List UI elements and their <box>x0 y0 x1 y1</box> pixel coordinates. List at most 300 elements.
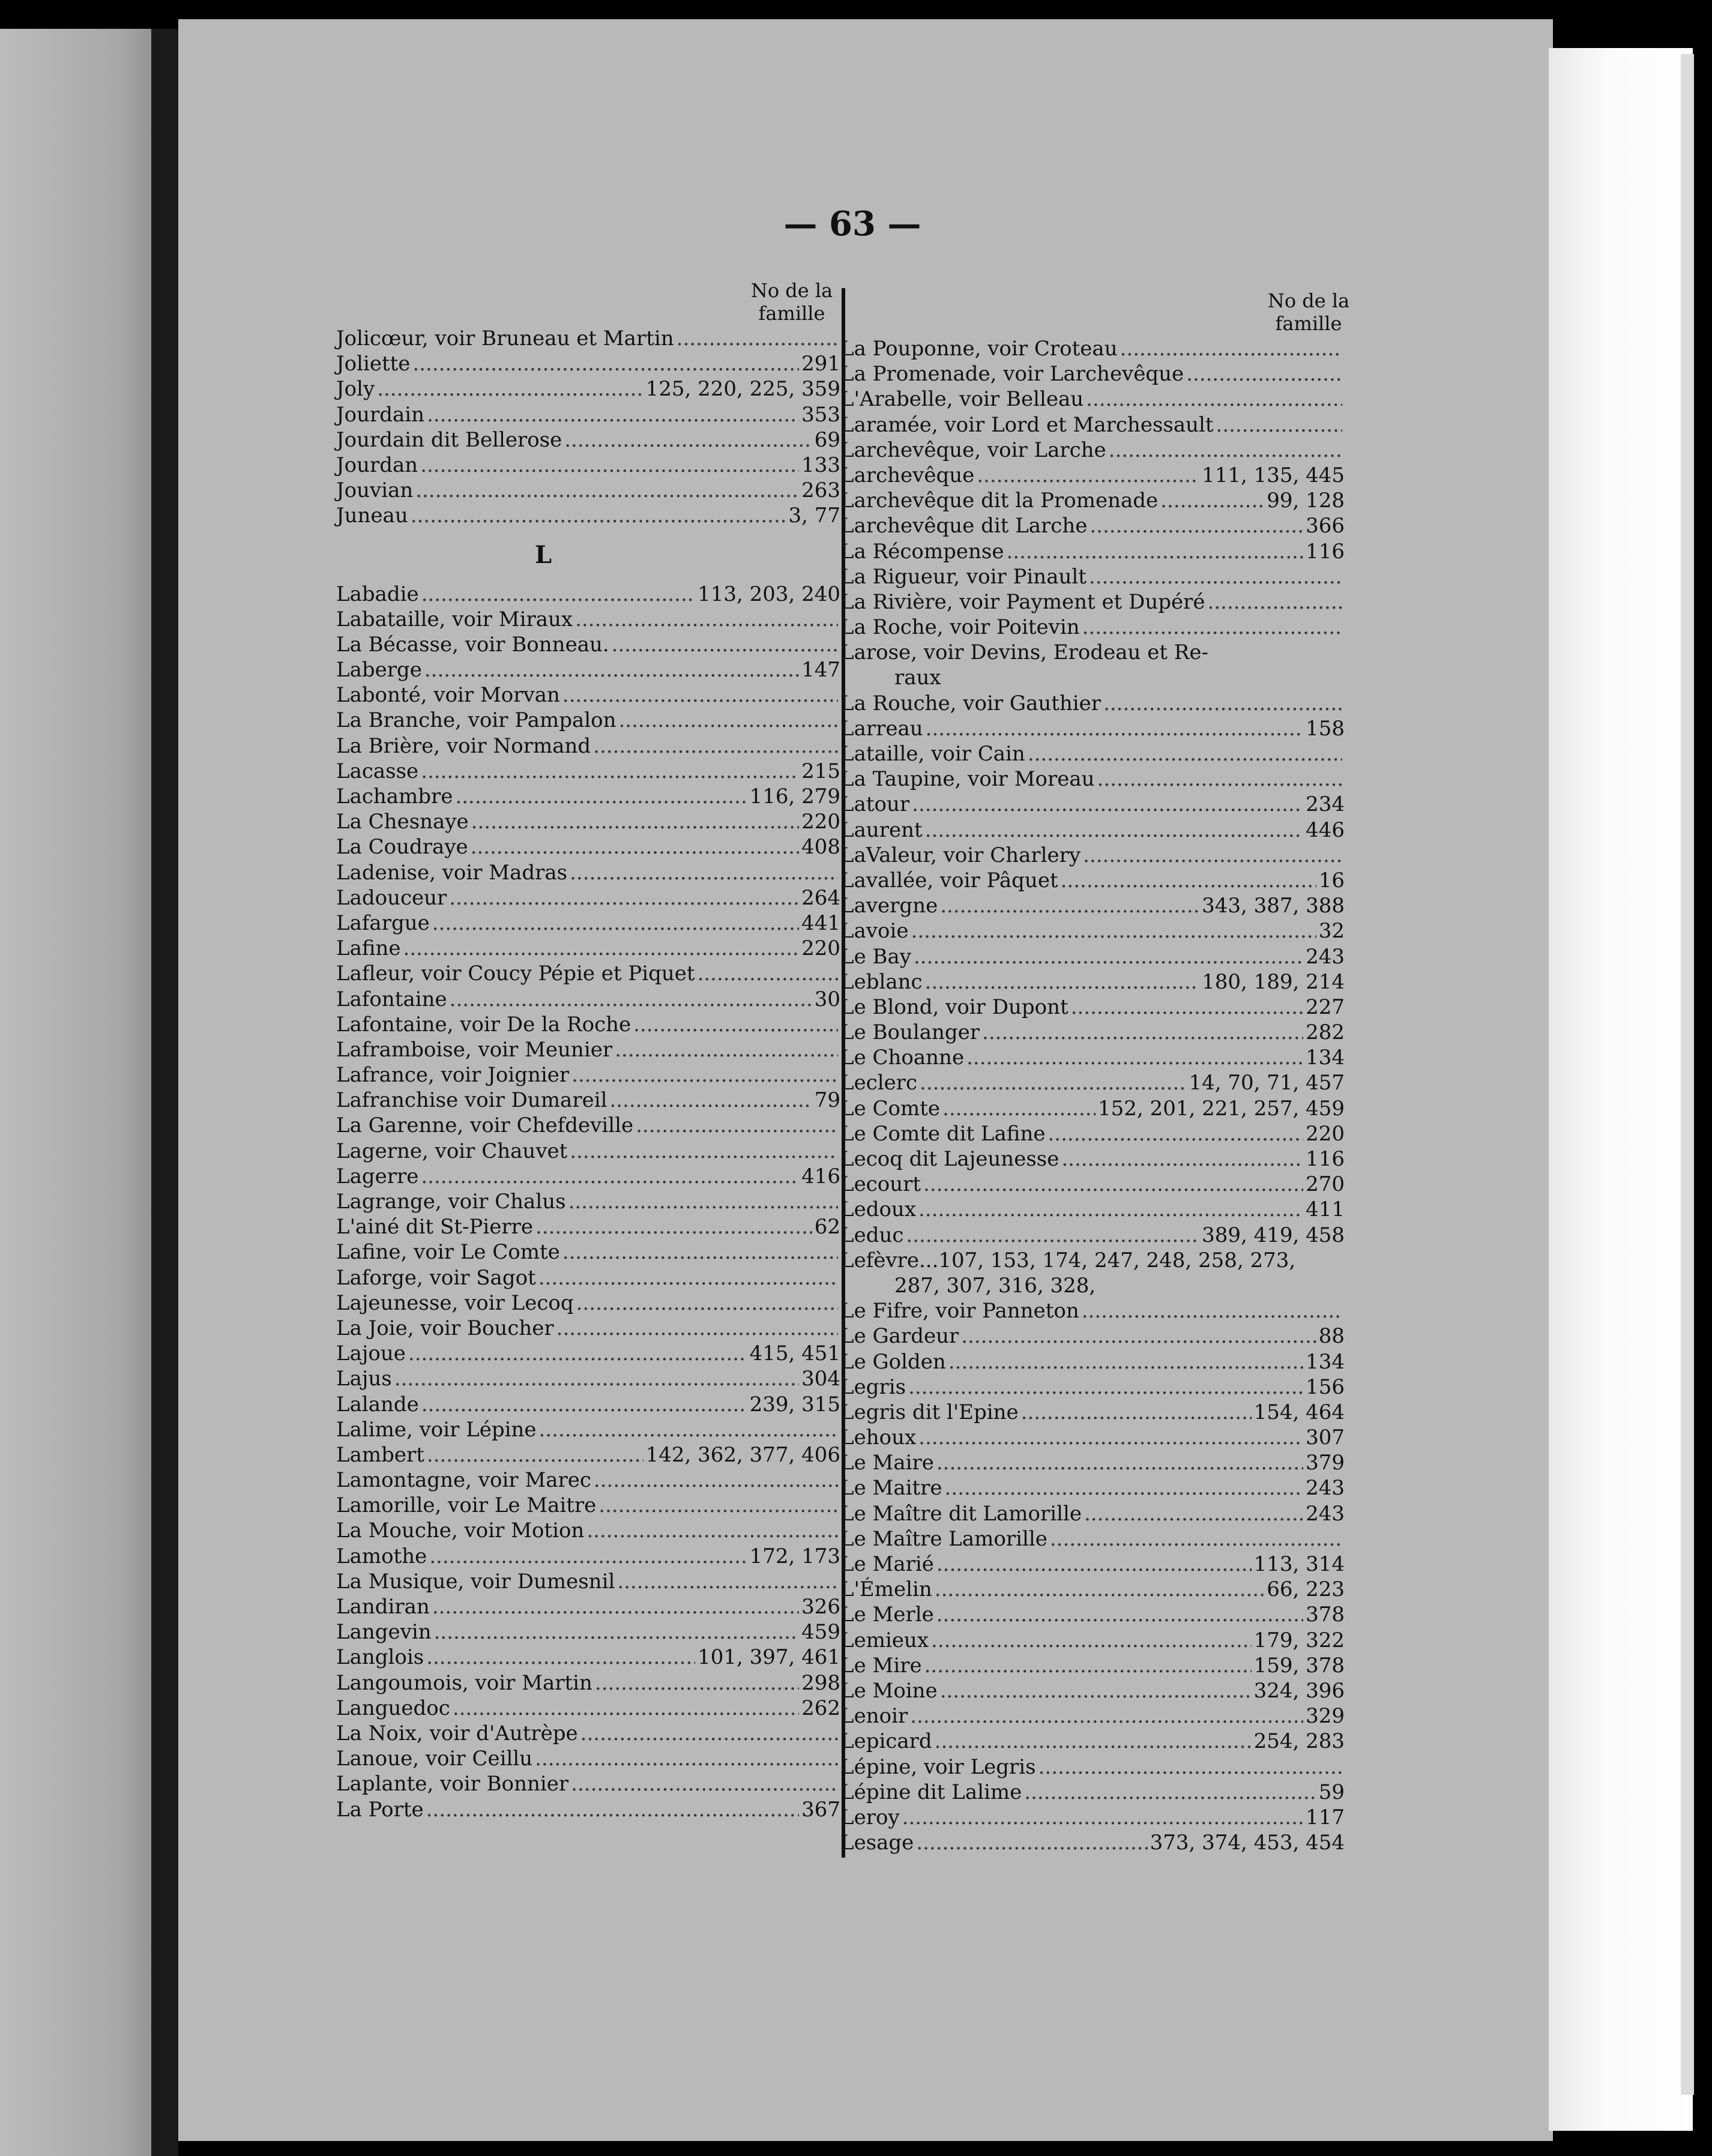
entry-name: La Chesnaye <box>336 810 469 834</box>
entry-family-numbers: 379 <box>1306 1451 1345 1475</box>
entry-name: Le Comte dit Lafine <box>840 1121 1046 1146</box>
entry-name: Lalande <box>336 1392 419 1417</box>
entry-name: La Brière, voir Normand <box>336 733 591 758</box>
entry-family-numbers: 373, 374, 453, 454 <box>1150 1831 1345 1855</box>
index-entry <box>336 733 840 759</box>
entry-name: Larchevêque dit Larche <box>840 514 1088 538</box>
entry-family-numbers: 441 <box>801 911 840 935</box>
entry-name: Le Blond, voir Dupont <box>840 995 1068 1019</box>
index-entry <box>840 387 1345 412</box>
index-entry <box>336 478 840 503</box>
dot-leader <box>432 1594 799 1619</box>
entry-name: La Roche, voir Poitevin <box>840 615 1080 640</box>
dot-leader <box>1109 438 1342 463</box>
index-entry <box>336 1417 840 1442</box>
entry-name: Lafontaine <box>336 987 447 1011</box>
entry-name: Lehoux <box>840 1426 917 1450</box>
entry-family-numbers: 16 <box>1318 868 1345 893</box>
entry-family-numbers: 415, 451 <box>749 1341 840 1366</box>
index-entry <box>840 1475 1345 1501</box>
entry-family-numbers: 3, 77 <box>788 504 840 528</box>
dot-leader <box>429 1544 747 1569</box>
entry-family-numbers: 298 <box>801 1670 840 1695</box>
entry-name: Le Maître Lamorille <box>840 1526 1047 1551</box>
entry-family-numbers: 158 <box>1306 716 1345 741</box>
entry-family-numbers: 243 <box>1306 944 1345 969</box>
entry-name: Jourdan <box>336 453 418 477</box>
dot-leader <box>570 860 838 885</box>
dot-leader <box>1071 995 1303 1020</box>
index-entry <box>840 1298 1345 1323</box>
dot-leader <box>535 1746 838 1771</box>
entry-name: Langoumois, voir Martin <box>336 1670 592 1695</box>
dot-leader <box>421 1392 747 1417</box>
dot-leader <box>539 1417 838 1442</box>
dot-leader <box>1083 843 1342 868</box>
index-entry <box>336 1544 840 1569</box>
index-entry <box>336 1594 840 1619</box>
entry-name: LaValeur, voir Charlery <box>840 843 1081 867</box>
index-entry <box>840 792 1345 817</box>
index-entry <box>840 969 1345 995</box>
entry-family-numbers: 59 <box>1318 1780 1345 1804</box>
entry-name: Lecoq dit Lajeunesse <box>840 1147 1059 1171</box>
entry-family-numbers: 262 <box>801 1696 840 1720</box>
entry-name: Jourdain dit Bellerose <box>336 427 562 452</box>
index-entry <box>336 1139 840 1164</box>
entry-name: Leblanc <box>840 969 923 994</box>
dot-leader <box>918 1197 1303 1222</box>
dot-leader <box>562 682 838 708</box>
dot-leader <box>426 1645 695 1670</box>
entry-family-numbers: 116, 279 <box>749 784 840 808</box>
entry-family-numbers: 142, 362, 377, 406 <box>645 1442 840 1467</box>
left-entries-list <box>336 326 840 1822</box>
entry-name: Le Comte <box>840 1096 941 1121</box>
index-entry <box>840 1754 1345 1780</box>
dot-leader <box>636 1113 838 1138</box>
entry-name: Lagerre <box>336 1164 419 1188</box>
index-entry <box>840 1045 1345 1070</box>
dot-leader <box>1084 1501 1303 1526</box>
entry-name: Lagerne, voir Chauvet <box>336 1139 568 1163</box>
index-entry <box>840 539 1345 564</box>
right-page-margin <box>1549 48 1693 2131</box>
section-letter-heading: L <box>534 540 552 569</box>
entry-family-numbers: 408 <box>801 835 840 860</box>
dot-leader <box>910 1703 1303 1729</box>
index-entry <box>840 1096 1345 1121</box>
index-entry <box>336 1366 840 1391</box>
entry-name: Laframboise, voir Meunier <box>336 1037 613 1062</box>
dot-leader <box>586 1518 838 1543</box>
dot-leader <box>408 1341 747 1366</box>
entry-name: Lalime, voir Lépine <box>336 1417 537 1442</box>
dot-leader <box>394 1366 799 1391</box>
entry-family-numbers: 133 <box>801 453 840 477</box>
entry-family-numbers: 116 <box>1306 1147 1345 1171</box>
dot-leader <box>906 1223 1199 1248</box>
entry-name: Lafranchise voir Dumareil <box>336 1088 607 1113</box>
dot-leader <box>421 582 695 607</box>
dot-leader <box>617 1569 838 1594</box>
index-entry <box>840 589 1345 615</box>
entry-family-numbers: 117 <box>1306 1805 1345 1829</box>
entry-name: La Rivière, voir Payment et Dupéré <box>840 589 1205 614</box>
entry-name: La Taupine, voir Moreau <box>840 767 1095 792</box>
entry-family-numbers: 353 <box>801 402 840 427</box>
index-entry <box>336 1214 840 1239</box>
entry-name: Lépine, voir Legris <box>840 1754 1036 1779</box>
left-page-edge <box>0 29 169 2156</box>
entry-family-numbers: 411 <box>1306 1197 1345 1222</box>
index-entry <box>336 453 840 478</box>
entry-family-numbers: 459 <box>801 1620 840 1645</box>
entry-name: Leclerc <box>840 1071 918 1095</box>
index-entry <box>840 944 1345 969</box>
entry-name: Le Maire <box>840 1451 934 1475</box>
dot-leader <box>556 1316 838 1341</box>
dot-leader <box>612 632 838 657</box>
right-entries-list <box>840 336 1345 1855</box>
dot-leader <box>1082 615 1342 640</box>
entry-name: Larose, voir Devins, Erodeau et Re- <box>840 640 1208 665</box>
index-entry <box>840 463 1345 488</box>
index-entry <box>336 1341 840 1366</box>
entry-name: Laforge, voir Sagot <box>336 1265 536 1290</box>
dot-leader <box>1090 513 1303 538</box>
index-entry <box>840 513 1345 538</box>
dot-leader <box>920 1070 1186 1095</box>
index-entry <box>840 1577 1345 1602</box>
index-entry <box>840 1501 1345 1526</box>
entry-name: La Mouche, voir Motion <box>336 1519 585 1543</box>
dot-leader <box>598 1493 838 1518</box>
index-entry <box>840 665 1345 690</box>
dot-leader <box>576 1290 838 1316</box>
entry-name: La Porte <box>336 1797 424 1822</box>
index-entry <box>336 1696 840 1721</box>
dot-leader <box>421 1164 799 1189</box>
entry-name: La Récompense <box>840 539 1004 564</box>
dot-leader <box>1082 1298 1342 1323</box>
dot-leader <box>434 1619 799 1645</box>
dot-leader <box>1089 564 1342 589</box>
dot-leader <box>925 969 1200 995</box>
dot-leader <box>449 885 799 911</box>
dot-leader <box>609 1088 812 1113</box>
dot-leader <box>1086 387 1342 412</box>
index-entry <box>336 402 840 427</box>
entry-family-numbers: 32 <box>1318 919 1345 944</box>
entry-name: La Coudraye <box>336 835 468 860</box>
entry-name: L'ainé dit St-Pierre <box>336 1215 533 1239</box>
entry-family-numbers: 101, 397, 461 <box>698 1645 840 1670</box>
dot-leader <box>412 351 799 376</box>
entry-name: Langlois <box>336 1645 424 1670</box>
index-entry <box>840 741 1345 766</box>
entry-family-numbers: 69 <box>814 427 840 452</box>
index-entry <box>840 918 1345 944</box>
dot-leader <box>940 1678 1252 1703</box>
index-entry <box>840 1653 1345 1678</box>
entry-name: L'Émelin <box>840 1577 932 1602</box>
entry-family-numbers: 159, 378 <box>1253 1653 1345 1678</box>
dot-leader <box>1024 1780 1316 1805</box>
entry-name: Le Boulanger <box>840 1020 980 1045</box>
entry-name: Langevin <box>336 1620 432 1645</box>
dot-leader <box>564 427 812 453</box>
entry-name: Lesage <box>840 1831 914 1855</box>
entry-family-numbers: 234 <box>1306 792 1345 817</box>
entry-family-numbers: 243 <box>1306 1501 1345 1526</box>
index-entry <box>840 995 1345 1020</box>
entry-name: L'Arabelle, voir Belleau <box>840 387 1084 412</box>
entry-family-numbers: 113, 314 <box>1253 1552 1345 1576</box>
entry-name: Larchevêque <box>840 463 975 487</box>
entry-name: Lavallée, voir Pâquet <box>840 868 1058 893</box>
index-entry <box>336 1721 840 1746</box>
dot-leader <box>427 402 799 427</box>
dot-leader <box>575 607 838 632</box>
dot-leader <box>1061 1146 1303 1172</box>
entry-family-numbers: 270 <box>1306 1172 1345 1197</box>
index-entry <box>336 936 840 961</box>
entry-family-numbers: 125, 220, 225, 359 <box>645 377 840 402</box>
index-entry <box>336 1392 840 1417</box>
entry-family-numbers: 220 <box>1306 1121 1345 1146</box>
dot-leader <box>580 1721 838 1746</box>
entry-name: La Garenne, voir Chefdeville <box>336 1113 634 1138</box>
entry-name: Lacasse <box>336 759 419 783</box>
index-entry <box>336 987 840 1012</box>
dot-leader <box>1006 539 1303 564</box>
entry-name: Lafontaine, voir De la Roche <box>336 1012 631 1037</box>
dot-leader <box>914 944 1303 969</box>
entry-name: Le Maitre <box>840 1476 942 1501</box>
index-entry <box>840 1628 1345 1653</box>
entry-family-numbers: 66, 223 <box>1267 1577 1345 1602</box>
entry-name: La Pouponne, voir Croteau <box>840 337 1118 361</box>
index-entry <box>840 1552 1345 1577</box>
index-entry <box>336 834 840 860</box>
index-entry <box>840 691 1345 716</box>
dot-leader <box>420 453 799 478</box>
index-entry <box>840 1805 1345 1830</box>
entry-name: Languedoc <box>336 1696 450 1720</box>
index-entry <box>840 716 1345 741</box>
index-entry <box>336 632 840 657</box>
dot-leader <box>1061 868 1316 893</box>
dot-leader <box>377 376 643 402</box>
binding-shadow <box>151 29 178 2156</box>
dot-leader <box>471 809 799 834</box>
entry-name: La Bécasse, voir Bonneau. <box>336 632 609 657</box>
dot-leader <box>1021 1400 1252 1425</box>
dot-leader <box>571 1771 838 1796</box>
entry-family-numbers: 416 <box>801 1164 840 1188</box>
dot-leader <box>923 1172 1303 1197</box>
entry-name: Lepicard <box>840 1729 932 1754</box>
entry-family-numbers: 220 <box>801 810 840 834</box>
index-entry <box>336 1164 840 1189</box>
index-entry <box>840 1703 1345 1729</box>
entry-name: Leroy <box>840 1805 900 1829</box>
index-entry <box>840 1526 1345 1552</box>
entry-name: Larchevêque dit la Promenade <box>840 489 1159 513</box>
index-entry <box>840 1375 1345 1400</box>
entry-family-numbers: 378 <box>1306 1603 1345 1627</box>
index-entry <box>840 1678 1345 1703</box>
entry-name: Lecourt <box>840 1172 921 1197</box>
dot-leader <box>945 1475 1304 1501</box>
dot-leader <box>427 1442 644 1468</box>
index-entry <box>336 657 840 682</box>
entry-name: Jouvian <box>336 478 414 503</box>
index-entry <box>336 759 840 784</box>
index-entry <box>840 438 1345 463</box>
entry-name: Laurent <box>840 818 923 842</box>
index-entry <box>840 1780 1345 1805</box>
index-entry <box>840 615 1345 640</box>
entry-name: Lajoue <box>336 1341 406 1366</box>
dot-leader <box>450 987 812 1012</box>
entry-family-numbers: 263 <box>801 478 840 503</box>
entry-name: Joliette <box>336 352 411 376</box>
entry-name: Lemieux <box>840 1628 929 1652</box>
entry-family-numbers: 326 <box>801 1595 840 1619</box>
index-entry <box>336 503 840 528</box>
entry-family-numbers: 99, 128 <box>1267 489 1345 513</box>
index-entry <box>336 1518 840 1543</box>
entry-family-numbers: 264 <box>801 885 840 910</box>
dot-leader <box>931 1628 1252 1653</box>
entry-name: La Rigueur, voir Pinault <box>840 564 1087 589</box>
dot-leader <box>471 834 799 860</box>
index-entry <box>840 564 1345 589</box>
entry-family-numbers: 113, 203, 240 <box>698 582 840 606</box>
entry-name: Ledoux <box>840 1197 917 1222</box>
index-entry <box>336 351 840 376</box>
dot-leader <box>594 1468 838 1493</box>
index-entry <box>336 784 840 809</box>
entry-name: Lanoue, voir Ceillu <box>336 1747 533 1771</box>
index-entry <box>840 1248 1345 1273</box>
dot-leader <box>570 1139 838 1164</box>
dot-leader <box>455 784 747 809</box>
dot-leader <box>453 1696 799 1721</box>
dot-leader <box>936 1450 1303 1475</box>
entry-name: Lafine, voir Le Comte <box>336 1240 560 1265</box>
index-entry <box>840 412 1345 438</box>
index-entry <box>336 961 840 986</box>
index-entry <box>840 1425 1345 1450</box>
dot-leader <box>426 1797 799 1822</box>
entry-family-numbers: 254, 283 <box>1253 1729 1345 1754</box>
dot-leader <box>615 1037 838 1062</box>
entry-name: Juneau <box>336 504 408 528</box>
entry-name: La Branche, voir Pampalon <box>336 708 616 733</box>
entry-name: Lafrance, voir Joignier <box>336 1063 570 1088</box>
dot-leader <box>698 961 838 986</box>
page-number: — 63 — <box>783 204 921 244</box>
entry-name: Le Maître dit Lamorille <box>840 1501 1082 1526</box>
dot-leader <box>935 1577 1264 1602</box>
entry-name: Ladouceur <box>336 885 447 910</box>
index-entry <box>840 1729 1345 1754</box>
index-entry <box>840 1450 1345 1475</box>
entry-name: Lagrange, voir Chalus <box>336 1190 566 1214</box>
entry-name: Le Merle <box>840 1603 934 1627</box>
index-entry <box>336 1037 840 1062</box>
index-entry <box>336 708 840 733</box>
index-entry <box>840 1273 1345 1298</box>
entry-name: Lamothe <box>336 1544 427 1568</box>
entry-name: raux <box>894 666 941 690</box>
dot-leader <box>562 1239 838 1265</box>
entry-family-numbers: 239, 315 <box>749 1392 840 1417</box>
entry-name: Lajus <box>336 1367 392 1391</box>
dot-leader <box>1103 691 1342 716</box>
entry-family-numbers: 152, 201, 221, 257, 459 <box>1098 1096 1345 1121</box>
index-entry <box>840 818 1345 843</box>
index-entry <box>336 1012 840 1037</box>
entry-name: Laberge <box>336 658 422 682</box>
entry-name: Jolicœur, voir Bruneau et Martin <box>336 327 674 351</box>
entry-family-numbers: 154, 464 <box>1253 1400 1345 1424</box>
dot-leader <box>935 1729 1252 1754</box>
index-entry <box>336 582 840 607</box>
entry-name: Lafine <box>336 936 401 961</box>
entry-name: Lavergne <box>840 894 938 918</box>
index-entry <box>336 376 840 402</box>
index-entry <box>840 766 1345 792</box>
dot-leader <box>948 1349 1303 1375</box>
dot-leader <box>571 1062 838 1088</box>
entry-family-numbers: 62 <box>814 1215 840 1239</box>
index-entry <box>336 1113 840 1138</box>
entry-family-numbers: 180, 189, 214 <box>1202 969 1345 994</box>
index-entry <box>840 336 1345 361</box>
entry-name: Le Gardeur <box>840 1324 959 1349</box>
entry-name: Jourdain <box>336 402 425 427</box>
index-entry <box>336 326 840 351</box>
index-entry <box>336 1797 840 1822</box>
dot-leader <box>1120 336 1342 361</box>
index-entry <box>336 1442 840 1468</box>
dot-leader <box>421 759 799 784</box>
index-entry <box>336 885 840 911</box>
index-entry <box>336 1468 840 1493</box>
dot-leader <box>926 716 1303 741</box>
entry-name: Le Mire <box>840 1653 922 1678</box>
entry-family-numbers: 156 <box>1306 1375 1345 1399</box>
dot-leader <box>595 1670 799 1696</box>
entry-family-numbers: 134 <box>1306 1349 1345 1374</box>
dot-leader <box>924 1653 1252 1678</box>
entry-name: Lavoie <box>840 919 909 944</box>
entry-name: Lafleur, voir Coucy Pépie et Piquet <box>336 962 695 986</box>
entry-name: Lachambre <box>336 784 453 808</box>
index-entry <box>840 1197 1345 1222</box>
entry-family-numbers: 446 <box>1306 818 1345 842</box>
entry-name: Le Marié <box>840 1552 934 1576</box>
entry-name: Le Bay <box>840 944 911 969</box>
entry-name: La Musique, voir Dumesnil <box>336 1569 615 1594</box>
entry-family-numbers: 172, 173 <box>749 1544 840 1568</box>
entry-family-numbers: 116 <box>1306 539 1345 564</box>
entry-family-numbers: 220 <box>801 936 840 961</box>
